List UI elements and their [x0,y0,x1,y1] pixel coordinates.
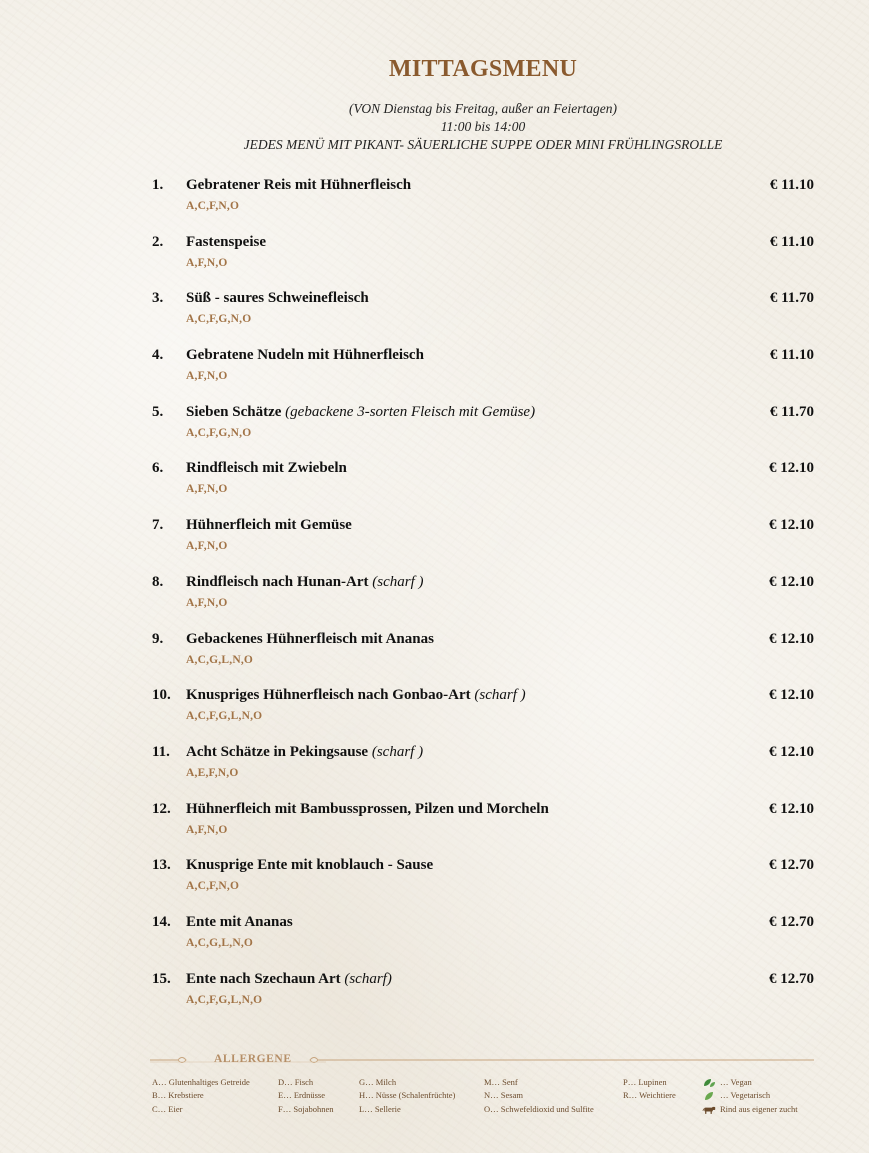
legend-entry: A… Glutenhaltiges Getreide [152,1077,250,1087]
legend-column-6 [702,1076,798,1116]
legend-column-1 [152,1076,250,1116]
legend-entry: R… Weichtiere [623,1090,676,1101]
menu-item [152,914,814,971]
menu-item [152,460,814,517]
menu-item-number: 6. [152,460,164,477]
menu-item-price: € 12.10 [769,460,814,477]
legend-entry: B… Krebstiere [152,1090,204,1101]
menu-item [152,404,814,461]
menu-item-allergens: A,C,F,G,N,O [186,426,252,439]
menu-item-number: 12. [152,800,171,817]
menu-item-price: € 12.10 [769,630,814,647]
menu-item-name: Acht Schätze in Pekingsause (scharf ) [186,743,424,760]
menu-item [152,177,814,234]
menu-item-allergens: A,F,N,O [186,540,228,553]
menu-item-name: Gebratene Nudeln mit Hühnerfleisch [186,347,424,364]
menu-item-number: 8. [152,573,164,590]
menu-item [152,971,814,1028]
menu-item-name: Fastenspeise [186,233,266,250]
legend-entry-vegan: … Vegan [702,1076,798,1089]
menu-item-price: € 11.10 [769,347,814,364]
menu-item-allergens: A,F,N,O [186,370,228,383]
legend-column-3 [359,1076,455,1116]
page-title: MITTAGSMENU [388,56,578,82]
menu-item-allergens: A,C,F,G,N,O [186,313,252,326]
menu-item-allergens: A,C,F,N,O [186,200,240,212]
menu-item-note: (gebackene 3-sorten Fleisch mit Gemüse) [285,403,536,420]
legend-entry: L… Sellerie [359,1103,401,1114]
menu-item-number: 15. [152,970,171,987]
menu-item-allergens: A,F,N,O [186,483,228,496]
menu-item-allergens: A,C,F,G,L,N,O [186,710,263,723]
legend-column-2 [278,1076,334,1116]
legend-entry: P… Lupinen [623,1077,667,1087]
menu-item-number: 7. [152,517,164,534]
legend-title: ALLERGENE [214,1053,292,1065]
menu-item-price: € 12.10 [769,517,814,534]
menu-item-number: 11. [152,743,170,760]
menu-item [152,290,814,347]
menu-item-number: 13. [152,857,171,874]
legend-entry-beef: Rind aus eigener zucht [702,1103,798,1116]
menu-item-name: Gebackenes Hühnerfleisch mit Ananas [186,630,434,647]
legend-entry: N… Sesam [484,1090,523,1101]
menu-item [152,857,814,914]
menu-item-price: € 12.70 [769,857,814,874]
menu-item-price: € 11.70 [769,290,814,307]
menu-item-note: (scharf ) [474,687,526,704]
menu-item-price: € 11.10 [769,233,814,250]
menu-item-name: Hühnerfleich mit Bambussprossen, Pilzen und Morcheln [186,800,549,817]
menu-item [152,744,814,801]
legend-entry: O… Schwefeldioxid und Sulfite [484,1103,594,1114]
menu-item [152,574,814,631]
menu-item [152,687,814,744]
menu-item-number: 14. [152,913,171,930]
availability-days: (VON Dienstag bis Freitag, außer an Feiertagen) [349,101,617,116]
menu-item-number: 10. [152,687,171,704]
availability-hours: 11:00 bis 14:00 [440,119,526,134]
menu-item-allergens: A,C,G,L,N,O [186,653,254,666]
menu-item-name: Ente nach Szechaun Art (scharf) [186,970,392,987]
menu-item-allergens: A,F,N,O [186,256,228,269]
cow-icon [702,1105,716,1115]
menu-item-note: (scharf) [344,970,392,987]
menu-item [152,234,814,291]
legend-entry: C… Eier [152,1103,183,1114]
menu-item-number: 5. [152,403,164,420]
legend-column-4 [484,1076,594,1116]
legend-entry-vegetarian: … Vegetarisch [702,1089,798,1102]
menu-item-name: Knuspriges Hühnerfleisch nach Gonbao-Art (scharf ) [186,687,526,704]
legend-entry: F… Sojabohnen [278,1103,334,1114]
menu-item-note: (scharf ) [371,743,424,760]
vegan-leaf-icon [702,1078,716,1088]
menu-item [152,517,814,574]
menu-subinfo [0,100,869,154]
legend-entry: M… Senf [484,1077,518,1087]
menu-item-price: € 12.10 [769,573,814,590]
menu-item [152,801,814,858]
legend-entry: G… Milch [359,1077,397,1087]
menu-item-price: € 12.70 [769,913,814,930]
menu-item-number: 1. [152,177,164,193]
menu-item-price: € 11.70 [769,403,814,420]
menu-item-name: Ente mit Ananas [186,913,293,930]
menu-item [152,347,814,404]
menu-item-name: Süß - saures Schweinefleisch [186,290,369,307]
menu-item-allergens: A,C,G,L,N,O [186,936,254,949]
legend-entry: E… Erdnüsse [278,1090,325,1101]
menu-item-allergens: A,F,N,O [186,596,228,609]
menu-item-name: Sieben Schätze (gebackene 3-sorten Fleisch mit Gemüse) [186,403,536,420]
included-starter: JEDES MENÜ MIT PIKANT- SÄUERLICHE SUPPE ODER MINI FRÜHLINGSROLLE [243,137,723,152]
legend-column-5 [623,1076,676,1103]
vegetarian-leaf-icon [702,1091,716,1101]
menu-item-number: 9. [152,630,164,647]
menu-item-name: Rindfleisch mit Zwiebeln [186,460,347,477]
menu-item-note: (scharf ) [372,573,424,590]
legend-entry: H… Nüsse (Schalenfrüchte) [359,1090,456,1101]
menu-item-number: 4. [152,347,164,364]
menu-item-price: € 12.10 [769,800,814,817]
menu-item-name: Knusprige Ente mit knoblauch - Sause [186,857,434,874]
menu-item-number: 2. [152,233,164,250]
menu-item-allergens: A,C,F,G,L,N,O [186,993,263,1006]
menu-item-name: Gebratener Reis mit Hühnerfleisch [186,177,412,193]
menu-item [152,631,814,688]
menu-item-price: € 11.10 [769,177,814,193]
menu-item-allergens: A,F,N,O [186,823,228,836]
menu-item-name: Hühnerfleich mit Gemüse [186,517,352,534]
menu-items-list [152,177,814,1027]
menu-item-allergens: A,C,F,N,O [186,880,240,893]
menu-item-number: 3. [152,290,164,307]
legend-entry: D… Fisch [278,1077,314,1087]
menu-item-name: Rindfleisch nach Hunan-Art (scharf ) [186,573,424,590]
allergen-legend [150,1052,814,1122]
menu-item-price: € 12.10 [769,743,814,760]
menu-item-price: € 12.70 [769,970,814,987]
menu-item-allergens: A,E,F,N,O [186,766,239,779]
menu-item-price: € 12.10 [769,687,814,704]
